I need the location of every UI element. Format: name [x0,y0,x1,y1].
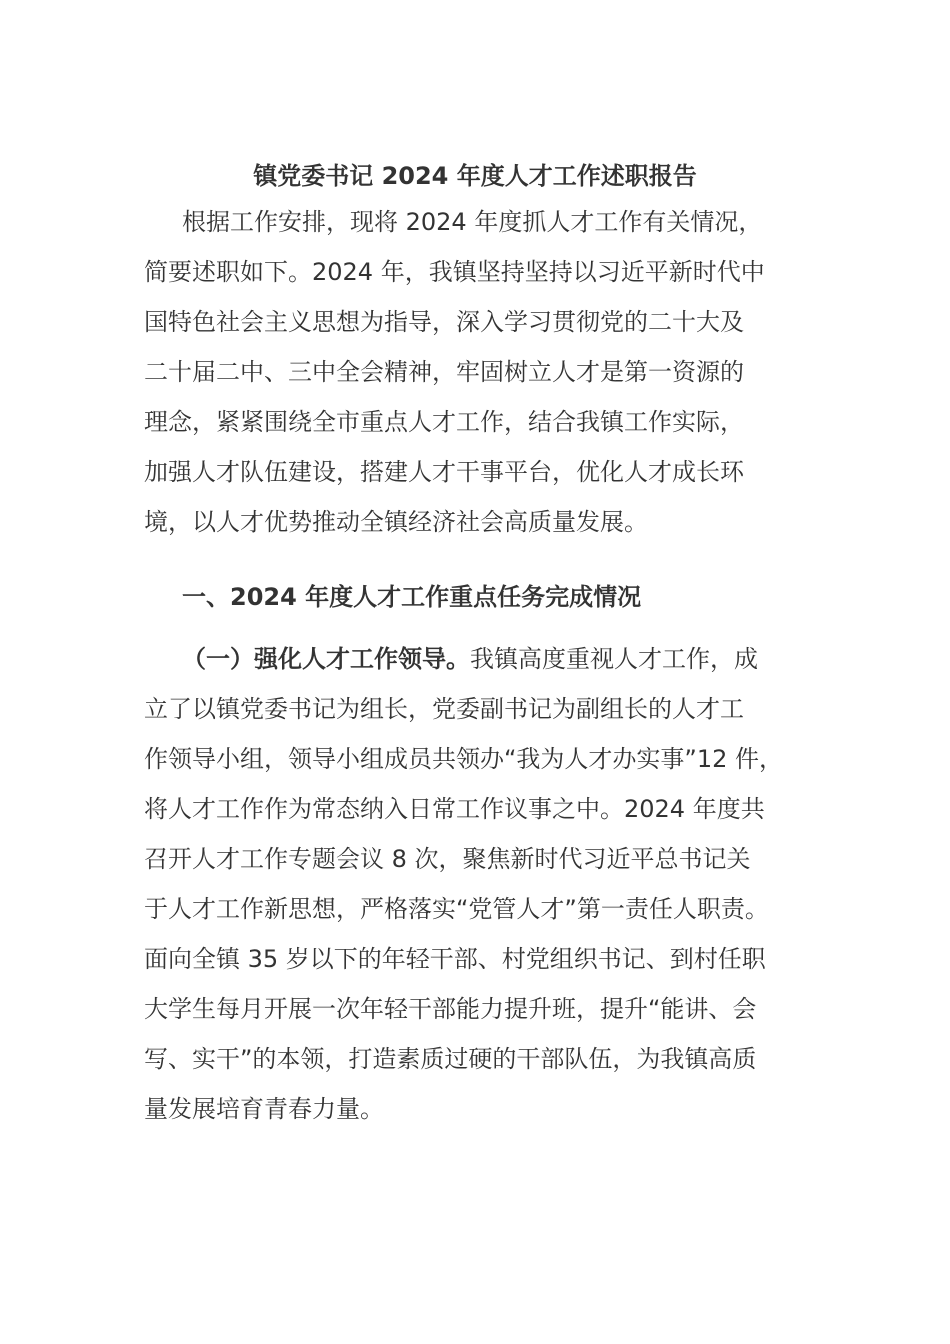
subsection-label: （一）强化人才工作领导。 [182,645,470,673]
intro-line: 理念，紧紧围绕全市重点人才工作，结合我镇工作实际， [144,408,744,436]
intro-line: 根据工作安排，现将 2024 年度抓人才工作有关情况， [182,208,763,236]
subsection-line: 作领导小组，领导小组成员共领办“我为人才办实事”12 件， [144,745,784,773]
document-title: 镇党委书记 2024 年度人才工作述职报告 [253,162,697,190]
intro-line: 简要述职如下。2024 年，我镇坚持坚持以习近平新时代中 [144,258,765,286]
subsection-line: 召开人才工作专题会议 8 次，聚焦新时代习近平总书记关 [144,845,751,873]
subsection-line: 大学生每月开展一次年轻干部能力提升班，提升“能讲、会 [144,995,757,1023]
intro-line: 境，以人才优势推动全镇经济社会高质量发展。 [144,508,648,536]
intro-line: 二十届二中、三中全会精神，牢固树立人才是第一资源的 [144,358,744,386]
subsection-first-line [144,634,834,684]
subsection-line: 立了以镇党委书记为组长，党委副书记为副组长的人才工 [144,695,744,723]
subsection-line: 写、实干”的本领，打造素质过硬的干部队伍，为我镇高质 [144,1045,757,1073]
intro-paragraph [144,197,834,547]
intro-line: 国特色社会主义思想为指导，深入学习贯彻党的二十大及 [144,308,744,336]
subsection-line: 量发展培育青春力量。 [144,1095,384,1123]
intro-line: 加强人才队伍建设，搭建人才干事平台，优化人才成长环 [144,458,744,486]
subsection-line: 面向全镇 35 岁以下的年轻干部、村党组织书记、到村任职 [144,945,766,973]
subsection-first-line-text: 我镇高度重视人才工作，成 [470,645,758,673]
subsection-paragraph [144,634,834,1134]
subsection-line: 将人才工作作为常态纳入日常工作议事之中。2024 年度共 [144,795,765,823]
section-heading: 一、2024 年度人才工作重点任务完成情况 [182,583,642,611]
subsection-line: 于人才工作新思想，严格落实“党管人才”第一责任人职责。 [144,895,769,923]
